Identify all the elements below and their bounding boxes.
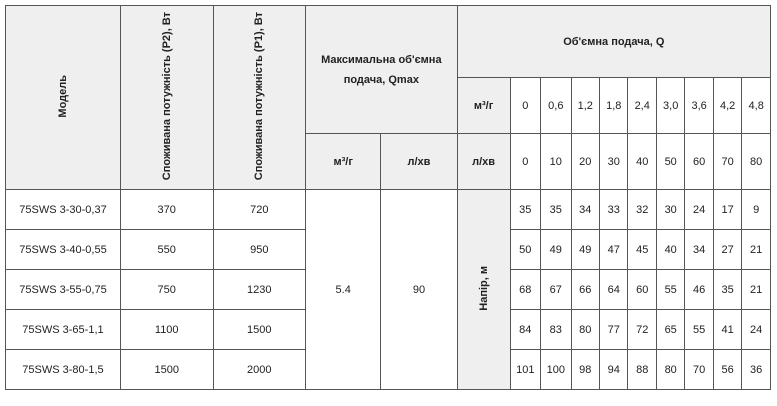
p1-cell: 1500 [213, 310, 306, 350]
head-cell: 65 [656, 310, 684, 350]
head-cell: 24 [742, 310, 771, 350]
p2-cell: 1500 [120, 350, 213, 390]
head-cell: 30 [656, 190, 684, 230]
qmax-m3h-cell: 5.4 [306, 190, 381, 390]
header-flow [457, 6, 770, 78]
head-cell: 27 [713, 230, 741, 270]
head-cell: 36 [742, 350, 771, 390]
head-cell: 35 [541, 190, 572, 230]
head-cell: 34 [685, 230, 713, 270]
qmax-unit-m3h [306, 134, 381, 190]
header-p2 [120, 6, 213, 190]
head-cell: 47 [600, 230, 628, 270]
model-cell: 75SWS 3-55-0,75 [6, 270, 121, 310]
head-cell: 17 [713, 190, 741, 230]
flow-m3h-cell: 4,2 [713, 78, 741, 134]
head-cell: 50 [510, 230, 541, 270]
flow-lmin-cell: 60 [685, 134, 713, 190]
head-cell: 21 [742, 230, 771, 270]
header-model [6, 6, 121, 190]
p1-cell: 720 [213, 190, 306, 230]
table-row [6, 190, 771, 230]
p2-cell: 550 [120, 230, 213, 270]
head-cell: 9 [742, 190, 771, 230]
head-cell: 66 [571, 270, 599, 310]
header-p1-label: Споживана потужність (P1), Вт [253, 11, 266, 181]
model-cell: 75SWS 3-65-1,1 [6, 310, 121, 350]
head-cell: 84 [510, 310, 541, 350]
qmax-unit-m3h-label: м³/г [333, 155, 353, 168]
header-flow-label: Об'ємна подача, Q [563, 35, 665, 48]
head-cell: 94 [600, 350, 628, 390]
head-cell: 98 [571, 350, 599, 390]
head-cell: 88 [628, 350, 656, 390]
flow-m3h-cell: 3,6 [685, 78, 713, 134]
head-cell: 72 [628, 310, 656, 350]
p1-cell: 2000 [213, 350, 306, 390]
flow-m3h-cell: 3,0 [656, 78, 684, 134]
head-cell: 56 [713, 350, 741, 390]
header-p1 [213, 6, 306, 190]
header-unit-m3h [457, 78, 510, 134]
head-label: Напір, м [477, 265, 490, 311]
spec-table [5, 5, 771, 390]
flow-lmin-cell: 20 [571, 134, 599, 190]
head-cell: 32 [628, 190, 656, 230]
p1-cell: 1230 [213, 270, 306, 310]
p2-cell: 1100 [120, 310, 213, 350]
model-cell: 75SWS 3-40-0,55 [6, 230, 121, 270]
header-p2-label: Споживана потужність (P2), Вт [160, 11, 173, 181]
flow-m3h-cell: 1,2 [571, 78, 599, 134]
head-cell: 67 [541, 270, 572, 310]
head-cell: 35 [713, 270, 741, 310]
model-cell: 75SWS 3-30-0,37 [6, 190, 121, 230]
head-cell: 49 [571, 230, 599, 270]
head-label-cell [457, 190, 510, 390]
head-cell: 45 [628, 230, 656, 270]
head-cell: 80 [656, 350, 684, 390]
head-cell: 33 [600, 190, 628, 230]
flow-lmin-cell: 70 [713, 134, 741, 190]
flow-lmin-cell: 50 [656, 134, 684, 190]
head-cell: 80 [571, 310, 599, 350]
head-cell: 24 [685, 190, 713, 230]
flow-m3h-cell: 4,8 [742, 78, 771, 134]
header-qmax [306, 6, 458, 134]
head-cell: 35 [510, 190, 541, 230]
header-unit-lmin [457, 134, 510, 190]
header-qmax-label: Максимальна об'ємна подача, Qmax [321, 53, 442, 86]
unit-lmin-label: л/хв [472, 155, 496, 168]
head-cell: 46 [685, 270, 713, 310]
spec-table-container [5, 5, 771, 390]
head-cell: 55 [685, 310, 713, 350]
qmax-unit-lmin-label: л/хв [407, 155, 431, 168]
flow-lmin-cell: 10 [541, 134, 572, 190]
head-cell: 49 [541, 230, 572, 270]
head-cell: 21 [742, 270, 771, 310]
flow-lmin-cell: 30 [600, 134, 628, 190]
head-cell: 60 [628, 270, 656, 310]
head-cell: 83 [541, 310, 572, 350]
head-cell: 64 [600, 270, 628, 310]
p2-cell: 370 [120, 190, 213, 230]
head-cell: 100 [541, 350, 572, 390]
head-cell: 68 [510, 270, 541, 310]
head-cell: 77 [600, 310, 628, 350]
head-cell: 70 [685, 350, 713, 390]
flow-lmin-cell: 40 [628, 134, 656, 190]
header-model-label: Модель [56, 74, 69, 118]
head-cell: 101 [510, 350, 541, 390]
head-cell: 41 [713, 310, 741, 350]
p2-cell: 750 [120, 270, 213, 310]
flow-m3h-cell: 2,4 [628, 78, 656, 134]
flow-m3h-cell: 0 [510, 78, 541, 134]
flow-m3h-cell: 0,6 [541, 78, 572, 134]
p1-cell: 950 [213, 230, 306, 270]
head-cell: 40 [656, 230, 684, 270]
header-row-1 [6, 6, 771, 78]
qmax-unit-lmin [381, 134, 457, 190]
head-cell: 34 [571, 190, 599, 230]
qmax-lmin-cell: 90 [381, 190, 457, 390]
flow-lmin-cell: 0 [510, 134, 541, 190]
head-cell: 55 [656, 270, 684, 310]
flow-lmin-cell: 80 [742, 134, 771, 190]
flow-m3h-cell: 1,8 [600, 78, 628, 134]
unit-m3h-label: м³/г [473, 99, 494, 112]
model-cell: 75SWS 3-80-1,5 [6, 350, 121, 390]
